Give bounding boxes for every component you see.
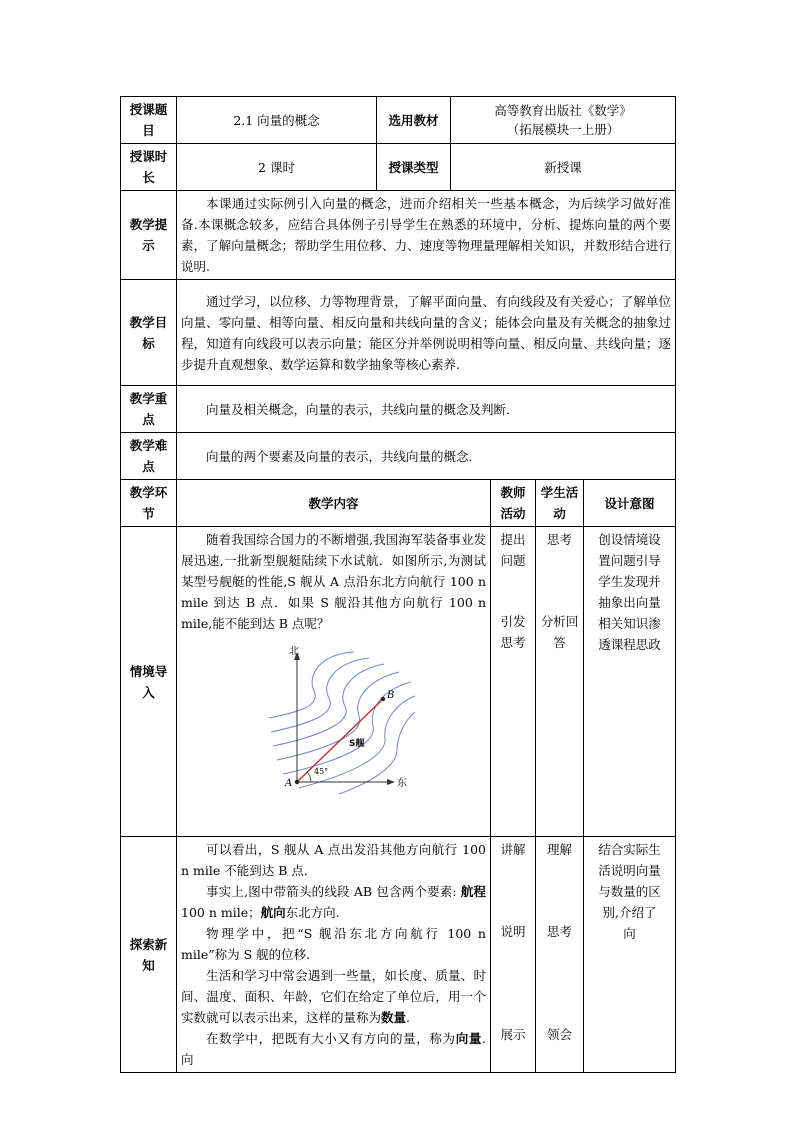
textbook-line2: （拓展模块一上册） bbox=[506, 122, 620, 137]
east-label: 东 bbox=[397, 778, 407, 789]
stage-header: 教学环节 bbox=[121, 480, 177, 527]
explore-content bbox=[177, 837, 491, 1073]
intro-student-1: 思考 bbox=[546, 532, 572, 547]
intro-student-2: 分析回答 bbox=[540, 614, 579, 650]
keyword-scalar: 数量 bbox=[381, 1010, 407, 1025]
point-a-dot bbox=[295, 780, 299, 784]
point-a-label: A bbox=[285, 778, 293, 789]
key-points-text: 向量及相关概念，向量的表示，共线向量的概念及判断． bbox=[206, 401, 519, 417]
intro-student bbox=[536, 527, 584, 837]
goals-cell bbox=[177, 280, 676, 386]
tips-cell bbox=[177, 191, 676, 280]
topic-value: 2.1 向量的概念 bbox=[177, 97, 377, 144]
explore-teacher bbox=[491, 837, 536, 1073]
explore-p3: 物理学中，把“S 舰沿东北方向航行 100 n mile”称为 S 舰的位移. bbox=[181, 926, 486, 962]
type-label: 授课类型 bbox=[377, 144, 451, 191]
explore-teacher-2: 说明 bbox=[500, 924, 526, 939]
explore-student bbox=[536, 837, 584, 1073]
keyword-vector: 向量 bbox=[455, 1031, 482, 1046]
textbook-value bbox=[451, 97, 676, 144]
topic-label: 授课题目 bbox=[121, 97, 177, 144]
content-header: 教学内容 bbox=[177, 480, 491, 527]
intro-content bbox=[177, 527, 491, 837]
intro-teacher-2: 引发思考 bbox=[500, 614, 526, 650]
angle-arc bbox=[307, 772, 311, 782]
difficulties-label: 教学难点 bbox=[121, 433, 177, 480]
teacher-header: 教师活动 bbox=[491, 480, 536, 527]
intro-stage: 情境导入 bbox=[121, 527, 177, 837]
tips-label: 教学提示 bbox=[121, 191, 177, 280]
design-header: 设计意图 bbox=[584, 480, 676, 527]
explore-stage: 探索新知 bbox=[121, 837, 177, 1073]
tips-text: 本课通过实际例引入向量的概念，进而介绍相关一些基本概念，为后续学习做好准备.本课概念较多，应结合具体例子引导学生在熟悉的环境中，分析、提炼向量的两个要素，了解向量概念；帮助学生用位移、力、速度等物理量理解相关知识，并数形结合进行说明. bbox=[181, 196, 672, 274]
keyword-heading: 航向 bbox=[260, 905, 286, 920]
textbook-label: 选用教材 bbox=[377, 97, 451, 144]
difficulties-cell bbox=[177, 433, 676, 480]
key-points-label: 教学重点 bbox=[121, 386, 177, 433]
explore-p5: 在数学中，把既有大小又有方向的量，称为向量. 向 bbox=[181, 1031, 486, 1067]
explore-student-3: 领会 bbox=[546, 1027, 572, 1042]
explore-teacher-3: 展示 bbox=[500, 1027, 526, 1042]
goals-label: 教学目标 bbox=[121, 280, 177, 386]
keyword-distance: 航程 bbox=[460, 884, 486, 899]
student-header: 学生活动 bbox=[536, 480, 584, 527]
intro-teacher bbox=[491, 527, 536, 837]
lesson-plan-table bbox=[120, 96, 676, 1073]
ship-label: S舰 bbox=[349, 739, 365, 749]
explore-teacher-1: 讲解 bbox=[500, 842, 526, 857]
difficulties-text: 向量的两个要素及向量的表示，共线向量的概念． bbox=[206, 448, 482, 464]
east-arrow-icon bbox=[387, 779, 395, 785]
intro-teacher-1: 提出问题 bbox=[500, 532, 526, 568]
explore-p2: 事实上,图中带箭头的线段 AB 包含两个要素: 航程 100 n mile；航向东北方向. bbox=[181, 884, 486, 920]
contour-lines bbox=[269, 652, 415, 794]
point-b-label: B bbox=[387, 690, 395, 701]
angle-label: 45° bbox=[314, 767, 329, 776]
intro-text: 随着我国综合国力的不断增强,我国海军装备事业发展迅速,一批新型舰艇陆续下水试航．如图所示,为测试某型号舰艇的性能,S 舰从 A 点沿东北方向航行 100 n mile 到达 B 点．如果 S 舰沿其他方向航行 100 n mile,能不能到达 B 点呢？ bbox=[181, 532, 486, 631]
point-b-dot bbox=[381, 697, 385, 701]
explore-p1: 可以看出，S 舰从 A 点出发沿其他方向航行 100 n mile 不能到达 B 点． bbox=[181, 842, 486, 878]
textbook-line1: 高等教育出版社《数学》 bbox=[494, 103, 632, 118]
explore-design: 结合实际生活说明向量与数量的区别,介绍了向 bbox=[584, 837, 676, 1073]
intro-design: 创设情境设置问题引导学生发现并抽象出向量相关知识渗透课程思政 bbox=[584, 527, 676, 837]
north-label: 北 bbox=[289, 646, 299, 657]
goals-text: 通过学习，以位移、力等物理背景，了解平面向量、有向线段及有关爱心；了解单位向量、零向量、相等向量、相反向量和共线向量的含义；能体会向量及有关概念的抽象过程，知道有向线段可以表示向量；能区分并举例说明相等向量、相反向量、共线向量；逐步提升直观想象、数学运算和数学抽象等核心素养. bbox=[181, 293, 672, 372]
key-points-cell bbox=[177, 386, 676, 433]
vector-ab bbox=[297, 699, 383, 782]
explore-student-1: 理解 bbox=[546, 842, 572, 857]
explore-student-2: 思考 bbox=[546, 924, 572, 939]
navigation-figure bbox=[259, 646, 419, 796]
duration-value: 2 课时 bbox=[177, 144, 377, 191]
explore-p4: 生活和学习中常会遇到一些量，如长度、质量、时间、温度、面积、年龄，它们在给定了单位后，用一个实数就可以表示出来，这样的量称为数量. bbox=[181, 968, 486, 1025]
duration-label: 授课时长 bbox=[121, 144, 177, 191]
type-value: 新授课 bbox=[451, 144, 676, 191]
